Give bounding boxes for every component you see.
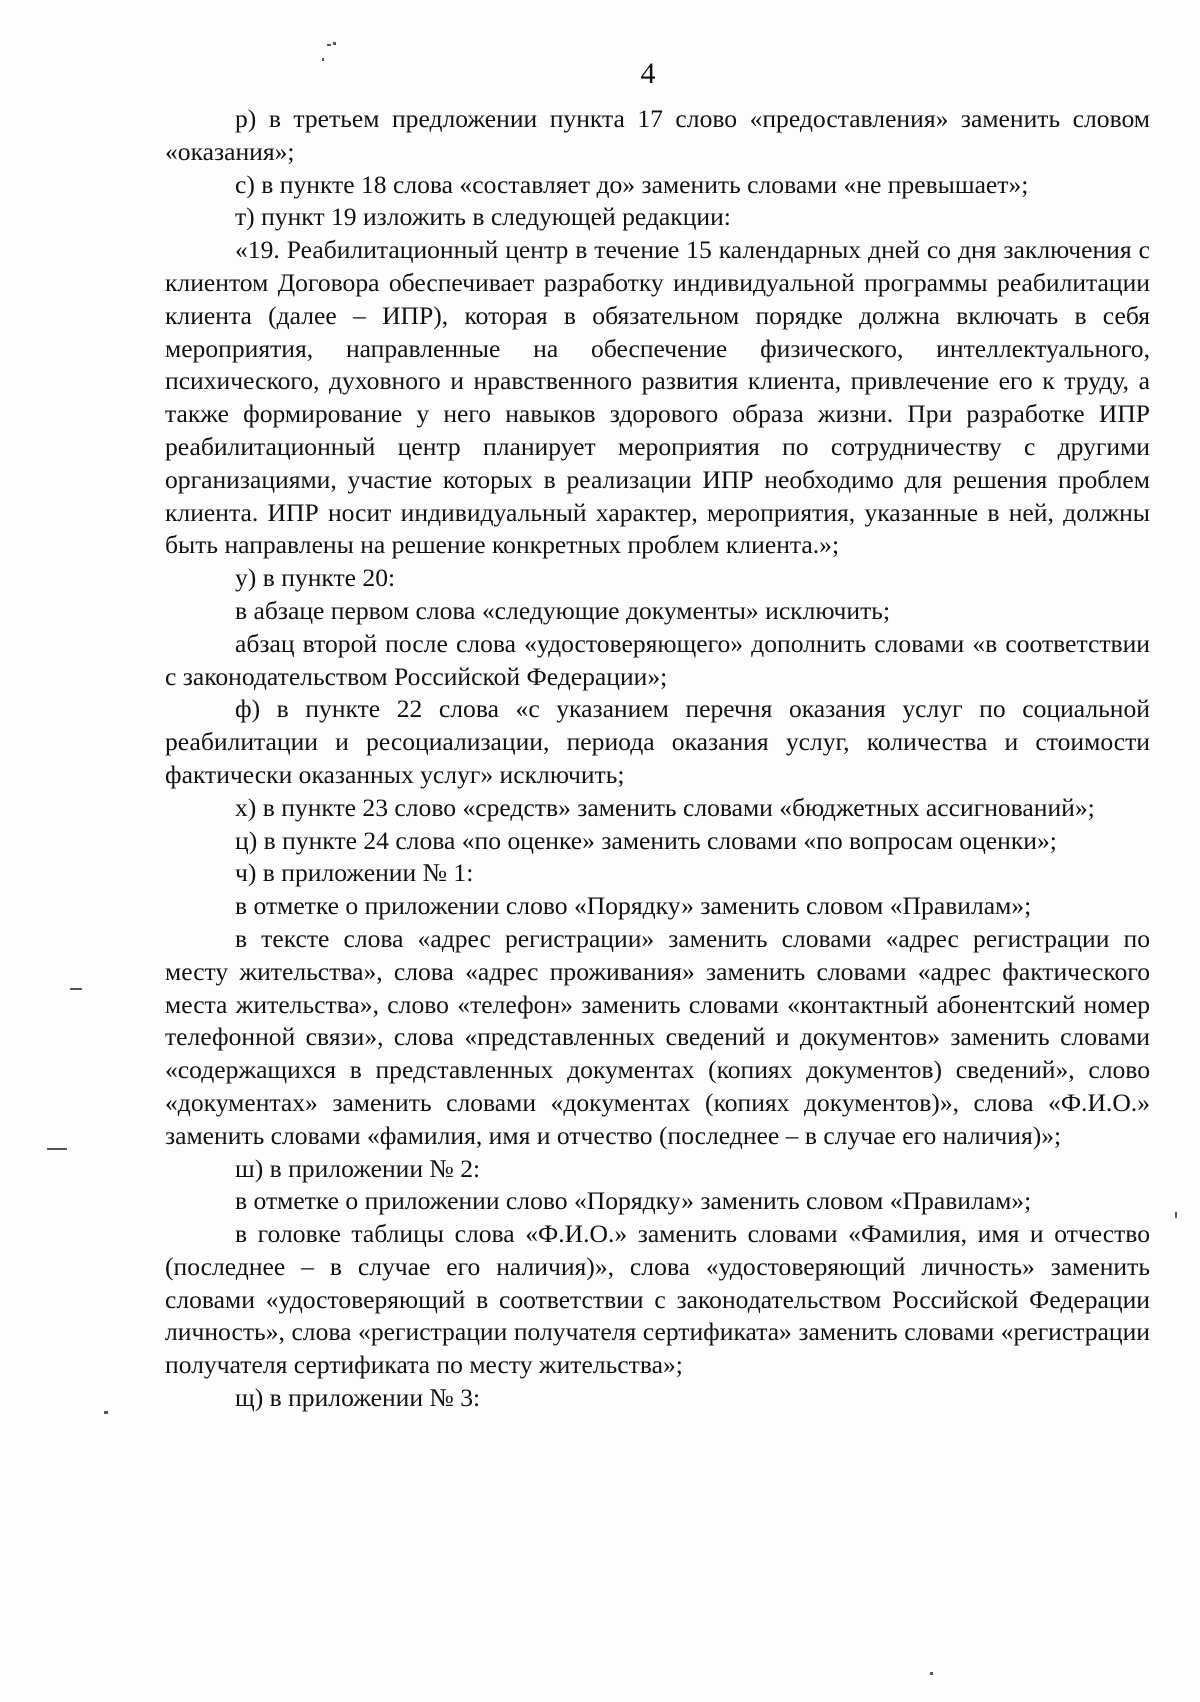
paragraph-item-sh-table: в головке таблицы слова «Ф.И.О.» заменить словами «Фамилия, имя и отчество (последнее – в случае его наличия)», слова «удостоверяющий личность» заменить словами «удостоверяющий в соответствии с законодательством Российской Федерации личность», слова «регистрации получателя сертификата» заменить словами «регистрации получателя сертификата по месту жительства»; xyxy=(165,1219,1150,1380)
paragraph-item-f: ф) в пункте 22 слова «с указанием перечня оказания услуг по социальной реабилитации и ресоциализации, периода оказания услуг, количества и стоимости фактически оказанных услуг» исключить; xyxy=(165,694,1150,789)
paragraph-item-ch-text: в тексте слова «адрес регистрации» заменить словами «адрес регистрации по месту жительства», слова «адрес проживания» заменить словами «адрес фактического места жительства», слово «телефон» заменить словами «контактный абонентский номер телефонной связи», слова «представленных сведений и документов» заменить словами «содержащихся в представленных документах (копиях документов) сведений», слово «документах» заменить словами «документах (копиях документов)», слова «Ф.И.О.» заменить словами «фамилия, имя и отчество (последнее – в случае его наличия)»; xyxy=(165,923,1150,1150)
paragraph-item-u-first: в абзаце первом слова «следующие документы» исключить; xyxy=(235,595,891,625)
paragraph-item-s: с) в пункте 18 слова «составляет до» заменить словами «не превышает»; xyxy=(235,169,1029,199)
scan-artifact xyxy=(930,1672,933,1675)
paragraph-item-ch: ч) в приложении № 1: xyxy=(235,858,474,888)
paragraph-item-ts: ц) в пункте 24 слова «по оценке» заменить словами «по вопросам оценки»; xyxy=(235,825,1057,855)
scan-artifact xyxy=(1175,1212,1177,1218)
paragraph-item-sh-mark: в отметке о приложении слово «Порядку» заменить словом «Правилам»; xyxy=(235,1186,1032,1216)
document-body xyxy=(165,103,1150,1415)
scan-artifact xyxy=(333,42,336,45)
paragraph-item-kh: х) в пункте 23 слово «средств» заменить словами «бюджетных ассигнований»; xyxy=(235,792,1095,822)
scan-artifact xyxy=(70,988,82,990)
paragraph-item-19-text: «19. Реабилитационный центр в течение 15 календарных дней со дня заключения с клиентом Договора обеспечивает разработку индивидуальной программы реабилитации клиента (далее – ИПР), которая в обязательном порядке должна включать в себя мероприятия, направленные на обеспечение физического, интеллектуального, психического, духовного и нравственного развития клиента, привлечение его к труду, а также формирование у него навыков здорового образа жизни. При разработке ИПР реабилитационный центр планирует мероприятия по сотрудничеству с другими организациями, участие которых в реализации ИПР необходимо для решения проблем клиента. ИПР носит индивидуальный характер, мероприятия, указанные в ней, должны быть направлены на решение конкретных проблем клиента.»; xyxy=(165,235,1150,560)
paragraph-item-u: у) в пункте 20: xyxy=(235,563,396,593)
paragraph-item-t: т) пункт 19 изложить в следующей редакции: xyxy=(235,202,731,232)
paragraph-item-r: р) в третьем предложении пункта 17 слово «предоставления» заменить словом «оказания»; xyxy=(165,104,1150,166)
page-number: 4 xyxy=(640,57,656,90)
paragraph-item-ch-mark: в отметке о приложении слово «Порядку» заменить словом «Правилам»; xyxy=(235,891,1032,921)
paragraph-item-shch: щ) в приложении № 3: xyxy=(235,1383,481,1413)
paragraph-item-sh: ш) в приложении № 2: xyxy=(235,1153,481,1183)
scan-artifact xyxy=(327,44,331,46)
paragraph-item-u-second: абзац второй после слова «удостоверяющего» дополнить словами «в соответствии с законодательством Российской Федерации»; xyxy=(165,628,1150,691)
scan-artifact xyxy=(104,1411,108,1414)
scan-artifact xyxy=(47,1148,67,1150)
